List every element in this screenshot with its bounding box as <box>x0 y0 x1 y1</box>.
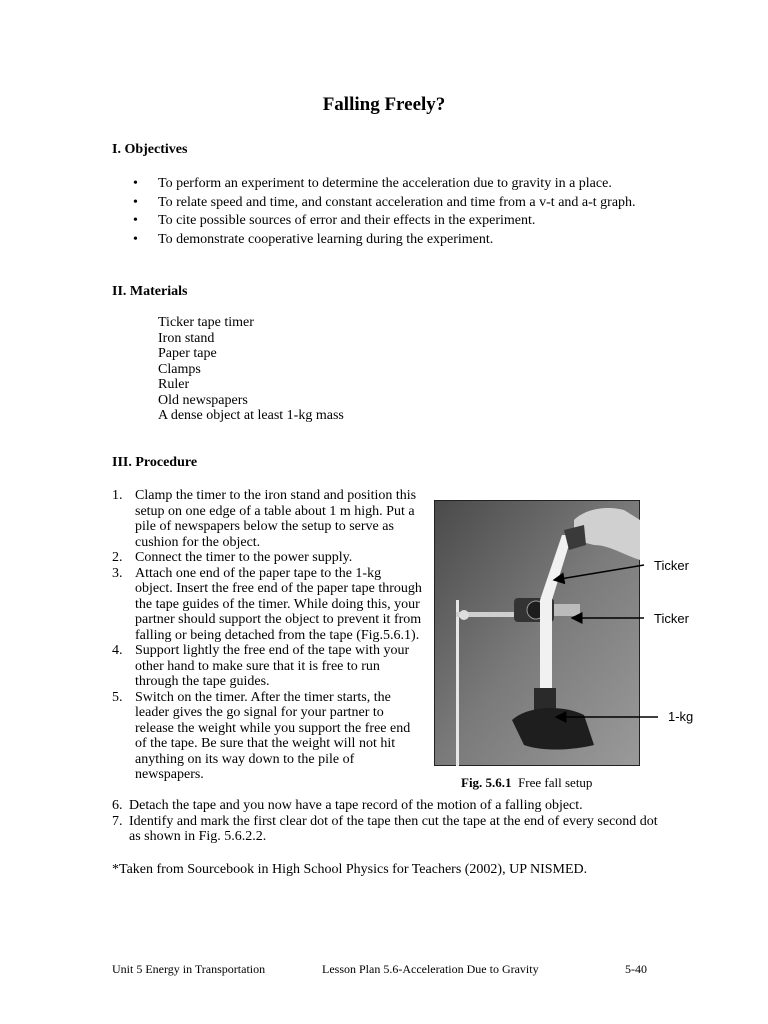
list-item: • To perform an experiment to determine the acceleration due to gravity in a place. <box>133 176 612 191</box>
materials-list <box>158 315 458 424</box>
figure-caption <box>461 775 592 791</box>
procedure-heading: III. Procedure <box>112 455 198 470</box>
bullet-icon: • <box>133 194 138 210</box>
source-note: *Taken from Sourcebook in High School Physics for Teachers (2002), UP NISMED. <box>112 862 588 877</box>
list-item: 5. Switch on the timer. After the timer starts, the leader gives the go signal for your partner to release the weight while you support the free end of the tape. Be sure that the weight will not hit anything on its way down to the pile of newspapers. <box>112 689 411 782</box>
list-item: • To demonstrate cooperative learning during the experiment. <box>133 231 494 247</box>
bullet-icon: • <box>133 176 138 191</box>
list-item: 4. Support lightly the free end of the tape with your other hand to make sure that it is free to run through the tape guides. <box>112 643 410 689</box>
procedure-list-continued <box>112 798 672 845</box>
figure-number: Fig. 5.6.1 <box>461 775 512 790</box>
footer-page-number: 5-40 <box>625 962 647 976</box>
figure-pointer-arrows <box>540 556 680 731</box>
list-item: 3. Attach one end of the paper tape to the 1-kg object. Insert the free end of the paper tape through the tape guides of the timer. While doing this, your partner should support the object to prevent it from falling or being detached from the tape (Fig.5.6.1). <box>112 565 422 643</box>
figure-label-ticker-1: Ticker <box>654 558 689 573</box>
list-item: Old newspapers <box>158 392 248 408</box>
list-item: Ticker tape timer <box>158 315 254 330</box>
list-item: Paper tape <box>158 346 217 361</box>
bullet-icon: • <box>133 213 138 228</box>
list-item: 6. Detach the tape and you now have a tape record of the motion of a falling object. <box>112 798 583 813</box>
list-item: • To relate speed and time, and constant acceleration and time from a v-t and a-t graph. <box>133 194 636 210</box>
list-item: 2. Connect the timer to the power supply. <box>112 550 353 565</box>
objectives-heading: I. Objectives <box>112 142 188 157</box>
figure-caption-text: Free fall setup <box>518 775 593 790</box>
bullet-icon: • <box>133 231 138 247</box>
footer-lesson: Lesson Plan 5.6-Acceleration Due to Gravity <box>322 962 539 976</box>
objectives-list <box>133 176 673 250</box>
list-item: A dense object at least 1-kg mass <box>158 408 344 423</box>
materials-heading: II. Materials <box>112 284 188 299</box>
footer-unit: Unit 5 Energy in Transportation <box>112 962 266 976</box>
ticker-arrow-1 <box>554 565 644 580</box>
figure-label-weight: 1-kg <box>668 709 694 724</box>
list-item: Iron stand <box>158 330 215 346</box>
list-item: • To cite possible sources of error and their effects in the experiment. <box>133 213 536 228</box>
list-item: 1. Clamp the timer to the iron stand and position this setup on one edge of a table about 1 m high. Put a pile of newspapers below the setup to serve as cushion for the object. <box>112 488 417 550</box>
list-item: Clamps <box>158 361 201 377</box>
procedure-list <box>112 488 422 783</box>
list-item: 7. Identify and mark the first clear dot of the tape then cut the tape at the end of every second dot as shown in Fig. 5.6.2.2. <box>112 813 658 844</box>
page-title: Falling Freely? <box>322 94 446 115</box>
list-item: Ruler <box>158 377 190 392</box>
figure-label-ticker-2: Ticker <box>654 611 689 626</box>
